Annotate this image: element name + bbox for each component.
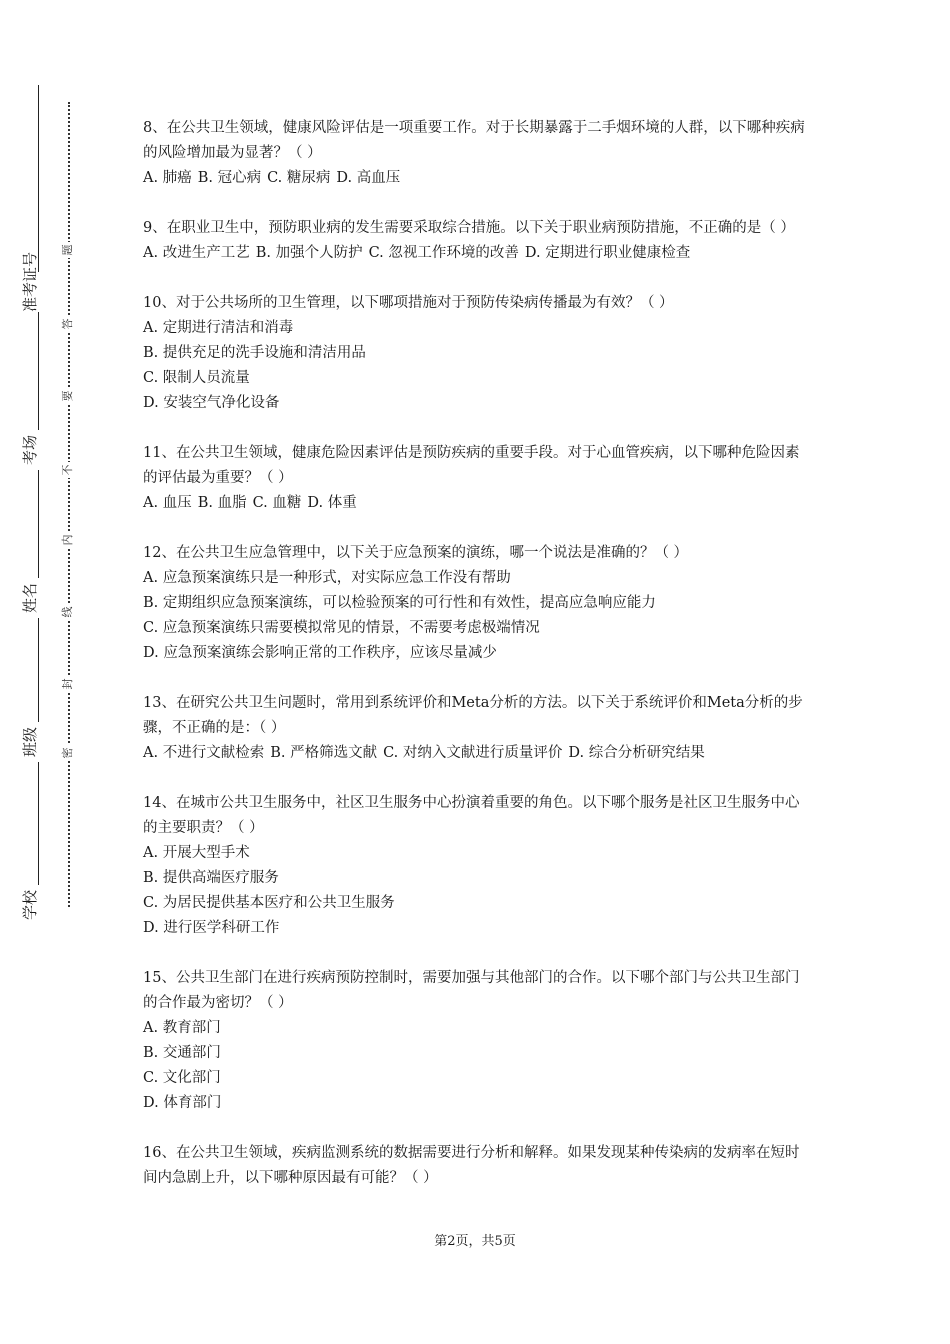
answer-option: C. 糖尿病	[267, 170, 331, 186]
answer-option: A. 开展大型手术	[143, 845, 250, 861]
option-group	[143, 841, 813, 941]
option-group	[143, 166, 813, 191]
question-stem: 10、对于公共场所的卫生管理，以下哪项措施对于预防传染病传播最为有效？（ ）	[143, 295, 674, 311]
question-block	[143, 691, 813, 766]
option-group	[143, 741, 813, 766]
question-stem: 14、在城市公共卫生服务中，社区卫生服务中心扮演着重要的角色。以下哪个服务是社区卫生服务中心的主要职责？（ ）	[143, 795, 800, 836]
option-group	[143, 566, 813, 666]
question-stem: 13、在研究公共卫生问题时，常用到系统评价和Meta分析的方法。以下关于系统评价和Meta分析的步骤，不正确的是：（ ）	[143, 695, 803, 736]
answer-option: D. 进行医学科研工作	[143, 920, 280, 936]
seal-char: 内	[60, 532, 76, 548]
answer-option: D. 应急预案演练会影响正常的工作秩序，应该尽量减少	[143, 645, 497, 661]
answer-option: B. 提供充足的洗手设施和清洁用品	[143, 345, 366, 361]
answer-option: B. 交通部门	[143, 1045, 221, 1061]
question-block	[143, 966, 813, 1116]
answer-option: C. 忽视工作环境的改善	[368, 245, 519, 261]
answer-option: A. 血压	[143, 495, 192, 511]
answer-option: D. 体育部门	[143, 1095, 222, 1111]
exam-number-label: 准考证号	[0, 272, 60, 312]
question-block	[143, 291, 813, 416]
seal-char: 封	[60, 676, 76, 692]
question-block	[143, 1141, 813, 1191]
answer-option: C. 血糖	[252, 495, 302, 511]
answer-option: B. 冠心病	[197, 170, 262, 186]
binding-dotted-line	[68, 102, 70, 907]
option-group	[143, 241, 813, 266]
answer-option: C. 对纳入文献进行质量评价	[383, 745, 563, 761]
question-stem: 9、在职业卫生中，预防职业病的发生需要采取综合措施。以下关于职业病预防措施，不正确的是（ ）	[143, 220, 795, 236]
question-stem: 11、在公共卫生领域，健康危险因素评估是预防疾病的重要手段。对于心血管疾病，以下哪种危险因素的评估最为重要？（ ）	[143, 445, 800, 486]
answer-option: A. 肺癌	[143, 170, 192, 186]
seal-char: 答	[60, 316, 76, 332]
question-block	[143, 216, 813, 266]
answer-option: D. 体重	[307, 495, 357, 511]
option-group	[143, 491, 813, 516]
seal-char: 题	[60, 242, 76, 258]
exam-room-label: 考场	[0, 430, 60, 470]
answer-option: C. 应急预案演练只需要模拟常见的情景，不需要考虑极端情况	[143, 620, 540, 636]
answer-option: A. 定期进行清洁和消毒	[143, 320, 294, 336]
seal-char: 要	[60, 388, 76, 404]
question-block	[143, 116, 813, 191]
answer-option: D. 安装空气净化设备	[143, 395, 280, 411]
binding-solid-line	[38, 85, 39, 925]
seal-char: 密	[60, 745, 76, 761]
question-list	[143, 116, 813, 1216]
seal-char: 不	[60, 462, 76, 478]
answer-option: A. 改进生产工艺	[143, 245, 250, 261]
answer-option: D. 定期进行职业健康检查	[524, 245, 691, 261]
question-stem: 16、在公共卫生领域，疾病监测系统的数据需要进行分析和解释。如果发现某种传染病的发病率在短时间内急剧上升，以下哪种原因最有可能？（ ）	[143, 1145, 800, 1186]
seal-char: 线	[60, 604, 76, 620]
answer-option: A. 教育部门	[143, 1020, 221, 1036]
question-stem: 8、在公共卫生领域，健康风险评估是一项重要工作。对于长期暴露于二手烟环境的人群，以下哪种疾病的风险增加最为显著？（ ）	[143, 120, 805, 161]
option-group	[143, 1016, 813, 1116]
name-label: 姓名	[0, 578, 60, 618]
page-footer: 第2页，共5页	[434, 1234, 516, 1249]
answer-option: B. 严格筛选文献	[270, 745, 378, 761]
answer-option: B. 血脂	[197, 495, 247, 511]
answer-option: D. 综合分析研究结果	[568, 745, 705, 761]
answer-option: C. 限制人员流量	[143, 370, 250, 386]
answer-option: C. 文化部门	[143, 1070, 221, 1086]
question-stem: 15、公共卫生部门在进行疾病预防控制时，需要加强与其他部门的合作。以下哪个部门与公共卫生部门的合作最为密切？（ ）	[143, 970, 800, 1011]
school-label: 学校	[0, 885, 60, 925]
question-stem: 12、在公共卫生应急管理中，以下关于应急预案的演练，哪一个说法是准确的？（ ）	[143, 545, 689, 561]
question-block	[143, 791, 813, 941]
answer-option: A. 应急预案演练只是一种形式，对实际应急工作没有帮助	[143, 570, 511, 586]
answer-option: D. 高血压	[336, 170, 401, 186]
answer-option: B. 加强个人防护	[255, 245, 363, 261]
question-block	[143, 441, 813, 516]
answer-option: C. 为居民提供基本医疗和公共卫生服务	[143, 895, 395, 911]
answer-option: B. 提供高端医疗服务	[143, 870, 279, 886]
option-group	[143, 316, 813, 416]
answer-option: A. 不进行文献检索	[143, 745, 265, 761]
question-block	[143, 541, 813, 666]
class-label: 班级	[0, 722, 60, 762]
answer-option: B. 定期组织应急预案演练，可以检验预案的可行性和有效性，提高应急响应能力	[143, 595, 656, 611]
